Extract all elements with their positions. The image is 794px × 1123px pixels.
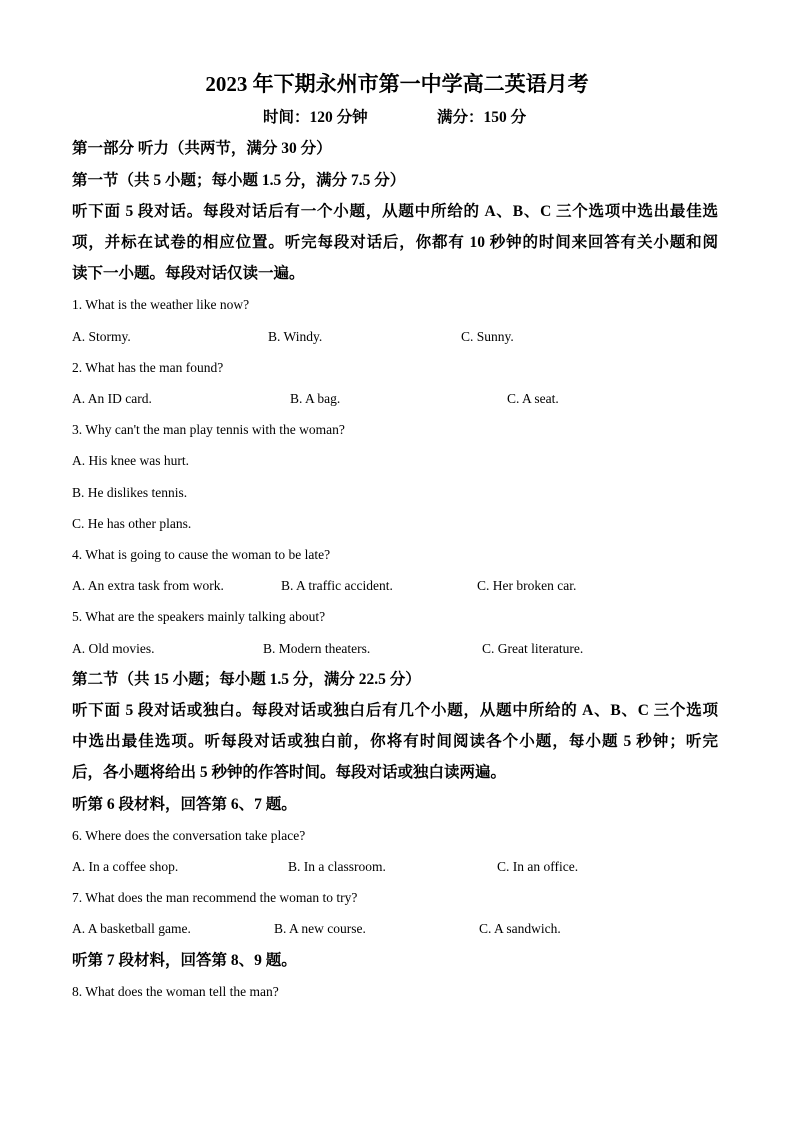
question-3-option-c: C. He has other plans.	[72, 515, 192, 531]
question-7-option-b: B. A new course.	[274, 921, 366, 937]
question-4-stem: 4. What is going to cause the woman to be late?	[72, 547, 331, 562]
material-7-label: 听第 7 段材料，回答第 8、9 题。	[72, 951, 297, 969]
question-5-option-b: B. Modern theaters.	[263, 640, 371, 656]
question-7-option-a: A. A basketball game.	[72, 921, 191, 937]
exam-duration: 时间：120 分钟	[263, 109, 368, 126]
material-6-label: 听第 6 段材料，回答第 6、7 题。	[72, 795, 297, 813]
section-1-heading: 第一节（共 5 小题；每小题 1.5 分，满分 7.5 分）	[72, 171, 406, 189]
question-3-stem: 3. Why can't the man play tennis with the woman?	[72, 422, 345, 438]
question-1-stem: 1. What is the weather like now?	[72, 297, 250, 313]
question-3-option-a: A. His knee was hurt.	[72, 453, 189, 469]
question-4-option-b: B. A traffic accident.	[281, 578, 393, 594]
question-2-option-b: B. A bag.	[290, 391, 341, 406]
question-5-option-a: A. Old movies.	[72, 640, 155, 656]
question-1-options	[72, 321, 718, 352]
section-1-instruction-line-1: 听下面 5 段对话。每段对话后有一个小题，从题中所给的 A、B、C 三个选项中选出最佳选	[72, 202, 718, 220]
question-7-option-c: C. A sandwich.	[479, 921, 561, 937]
question-2-options	[72, 383, 718, 414]
exam-info	[0, 106, 794, 130]
question-5-options	[72, 633, 718, 664]
question-1-option-c: C. Sunny.	[461, 328, 514, 344]
question-3-option-b: B. He dislikes tennis.	[72, 484, 188, 500]
section-2-heading: 第二节（共 15 小题；每小题 1.5 分，满分 22.5 分）	[72, 670, 421, 688]
question-1-option-b: B. Windy.	[268, 328, 323, 344]
question-4-option-c: C. Her broken car.	[477, 578, 577, 594]
question-6-stem: 6. Where does the conversation take place?	[72, 827, 306, 843]
question-7-stem: 7. What does the man recommend the woman to try?	[72, 890, 358, 906]
question-6-option-a: A. In a coffee shop.	[72, 859, 179, 874]
section-2-instruction-line-3: 后，各小题将给出 5 秒钟的作答时间。每段对话或独白读两遍。	[72, 764, 507, 782]
question-2-option-c: C. A seat.	[507, 391, 559, 406]
question-7-options	[72, 913, 718, 944]
question-2-stem: 2. What has the man found?	[72, 359, 224, 375]
section-2-instruction-line-2: 中选出最佳选项。听每段对话或独白前，你将有时间阅读各个小题，每小题 5 秒钟；听完	[72, 733, 718, 751]
question-6-options	[72, 851, 718, 882]
question-5-stem: 5. What are the speakers mainly talking about?	[72, 609, 326, 625]
exam-title: 2023 年下期永州市第一中学高二英语月考	[205, 72, 589, 96]
question-6-option-c: C. In an office.	[497, 859, 579, 874]
question-6-option-b: B. In a classroom.	[288, 859, 386, 874]
exam-content	[72, 133, 718, 1007]
section-1-instruction-line-2: 项，并标在试卷的相应位置。听完每段对话后，你都有 10 秒钟的时间来回答有关小题和阅	[72, 234, 718, 251]
question-8-stem: 8. What does the woman tell the man?	[72, 983, 279, 999]
exam-full-score: 满分：150 分	[437, 109, 527, 126]
part-1-heading: 第一部分 听力（共两节，满分 30 分）	[72, 140, 332, 158]
question-4-options	[72, 570, 718, 601]
question-1-option-a: A. Stormy.	[72, 328, 131, 344]
section-2-instruction-line-1: 听下面 5 段对话或独白。每段对话或独白后有几个小题，从题中所给的 A、B、C 三个选项	[72, 701, 718, 719]
question-5-option-c: C. Great literature.	[482, 640, 584, 656]
question-4-option-a: A. An extra task from work.	[72, 578, 224, 594]
question-2-option-a: A. An ID card.	[72, 391, 152, 406]
section-1-instruction-line-3: 读下一小题。每段对话仅读一遍。	[72, 265, 305, 283]
